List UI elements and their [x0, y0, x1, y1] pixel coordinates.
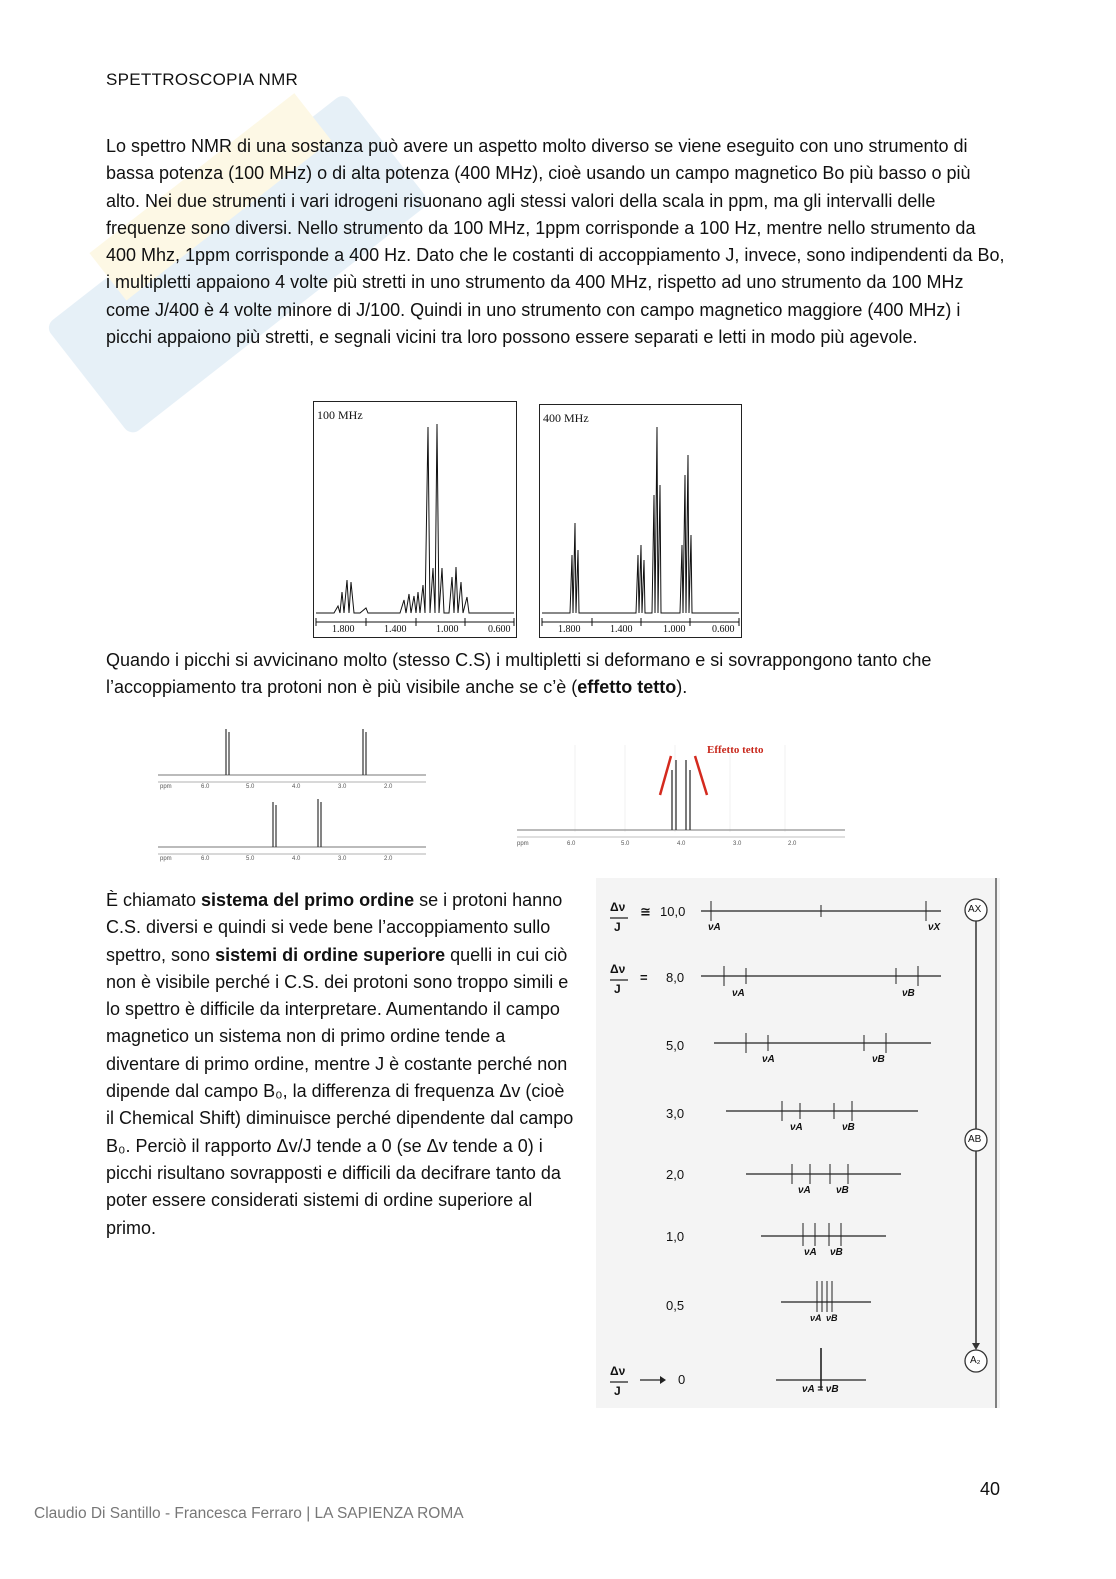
spectrum-100-tick: 0.600	[488, 624, 511, 635]
nu-label: νA	[804, 1247, 817, 1258]
nu-label: νA	[732, 988, 745, 999]
spectrum-400-tick: 1.400	[610, 624, 633, 635]
page-footer: Claudio Di Santillo - Francesca Ferraro | LA SAPIENZA ROMA	[34, 1505, 464, 1522]
ratio-limit-value: 0	[678, 1372, 686, 1387]
spectrum-100-tick: 1.000	[436, 624, 459, 635]
nu-label: νB	[830, 1247, 843, 1258]
spectrum-100-trace	[316, 424, 514, 613]
roof-small-tick: 2.0	[384, 856, 393, 862]
spectrum-100-label: 100 MHz	[317, 408, 363, 422]
spectrum-100mhz-figure	[313, 401, 517, 638]
roof-small-tick: 4.0	[292, 856, 301, 862]
ratio-value: 5,0	[666, 1038, 685, 1053]
roof-main-tick: 2.0	[788, 841, 797, 847]
nu-label: νA	[798, 1185, 811, 1196]
nu-label: νB	[902, 988, 915, 999]
roof-small-tick: 2.0	[384, 784, 393, 790]
ratio-diagram-figure	[596, 878, 1000, 1408]
nu-label: νX	[928, 922, 941, 933]
system-circle-label: AX	[968, 904, 982, 915]
intro-paragraph: Lo spettro NMR di una sostanza può avere un aspetto molto diverso se viene eseguito con uno strumento di bassa potenza (100 MHz) o di alta potenza (400 MHz), cioè usando un campo magnetico Bo più basso o più alto. Nei due strumenti i vari idrogeni risuonano agli stessi valori della scala in ppm, ma gli intervalli delle frequenze sono diversi. Nello strumento da 100 MHz, 1ppm corrisponde a 100 Hz, mentre nello strumento da 400 Mhz, 1ppm corrisponde a 400 Hz. Dato che le costanti di accoppiamento J, invece, sono indipendenti da Bo, i multipletti appaiono 4 volte più stretti in uno strumento da 400 MHz, rispetto ad uno strumento da 100 MHz come J/400 è 4 volte minore di J/100. Quindi in uno strumento con campo magnetico maggiore (400 MHz) i picchi appaiono più stretti, e segnali vicini tra loro possono essere separati e letti in modo più agevole.	[106, 136, 1005, 348]
page-number: 40	[980, 1479, 1001, 1499]
roof-small-tick: 3.0	[338, 856, 347, 862]
roof-effect-label: Effetto tetto	[707, 744, 764, 756]
ratio-value: 8,0	[666, 970, 685, 985]
roof-main-tick: 3.0	[733, 841, 742, 847]
ratio-denominator: J	[614, 982, 621, 996]
ratio-value: 0,5	[666, 1298, 685, 1313]
roof-small-unit: ppm	[160, 856, 172, 862]
nu-label: νA	[810, 1313, 822, 1323]
ratio-operator: =	[640, 970, 648, 985]
ratio-denominator: J	[614, 920, 621, 934]
spectrum-400-tick: 0.600	[712, 624, 735, 635]
nu-equal-label: νA = νB	[802, 1384, 839, 1395]
ratio-operator: ≅	[640, 904, 651, 919]
ratio-value: 2,0	[666, 1167, 685, 1182]
nu-label: νB	[842, 1122, 855, 1133]
ratio-value: 3,0	[666, 1106, 685, 1121]
roof-small-tick: 6.0	[201, 784, 210, 790]
nu-label: νA	[790, 1122, 803, 1133]
roof-main-tick: 5.0	[621, 841, 630, 847]
order-systems-paragraph: È chiamato sistema del primo ordine se i protoni hanno C.S. diversi e quindi si vede bene l’accoppiamento sullo spettro, sono sistemi di ordine superiore quelli in cui ciò non è visibile perché i C.S. dei protoni sono troppo simili e lo spettro è difficile da interpretare. Aumentando il campo magnetico un sistema non di primo ordine tende a diventare di primo ordine, mentre J è costante perché non dipende dal campo B₀, la differenza di frequenza Δv (cioè il Chemical Shift) diminuisce perché dipendente dal campo B₀. Perciò il rapporto Δv/J tende a 0 (se Δv tende a 0) i picchi risultano sovrapposti e difficili da decifrare tanto da poter essere considerati sistemi di ordine superiore al primo.	[106, 890, 574, 1238]
spectrum-100-tick: 1.400	[384, 624, 407, 635]
spectrum-400-tick: 1.800	[558, 624, 581, 635]
nu-label: νB	[872, 1054, 885, 1065]
roof-small-spectra-figure	[158, 727, 428, 865]
spectrum-400-tick: 1.000	[663, 624, 686, 635]
ratio-numerator: Δν	[610, 962, 626, 976]
roof-main-unit: ppm	[517, 841, 529, 847]
higher-order-term: sistemi di ordine superiore	[215, 944, 446, 965]
spectrum-100-tick: 1.800	[332, 624, 355, 635]
roof-small-tick: 5.0	[246, 784, 255, 790]
system-circle-label: A₂	[970, 1355, 981, 1366]
roof-effect-term: effetto tetto	[577, 677, 677, 698]
ratio-value: 10,0	[660, 904, 686, 919]
first-order-term: sistema del primo ordine	[201, 890, 415, 910]
ratio-value: 1,0	[666, 1229, 685, 1244]
spectrum-400mhz-figure	[539, 404, 742, 638]
ratio-numerator: Δν	[610, 1364, 626, 1378]
page-title: SPETTROSCOPIA NMR	[106, 70, 299, 89]
spectrum-400-label: 400 MHz	[543, 411, 589, 425]
system-circle-label: AB	[968, 1134, 982, 1145]
roof-effect-figure	[515, 740, 847, 855]
roof-small-tick: 4.0	[292, 784, 301, 790]
roof-small-tick: 5.0	[246, 856, 255, 862]
nu-label: νA	[708, 922, 721, 933]
roof-small-tick: 6.0	[201, 856, 210, 862]
roof-small-unit: ppm	[160, 784, 172, 790]
roof-effect-paragraph: Quando i picchi si avvicinano molto (stesso C.S) i multipletti si deformano e si sovrappongono tanto che l’accoppiamento tra protoni non è più visibile anche se c’è (effetto tetto).	[106, 650, 932, 698]
nu-label: νA	[762, 1054, 775, 1065]
nu-label: νB	[836, 1185, 849, 1196]
ratio-denominator: J	[614, 1384, 621, 1398]
roof-main-tick: 4.0	[677, 841, 686, 847]
roof-main-tick: 6.0	[567, 841, 576, 847]
nu-label: νB	[826, 1313, 838, 1323]
ratio-numerator: Δν	[610, 900, 626, 914]
spectrum-400-trace	[542, 427, 739, 613]
roof-small-tick: 3.0	[338, 784, 347, 790]
